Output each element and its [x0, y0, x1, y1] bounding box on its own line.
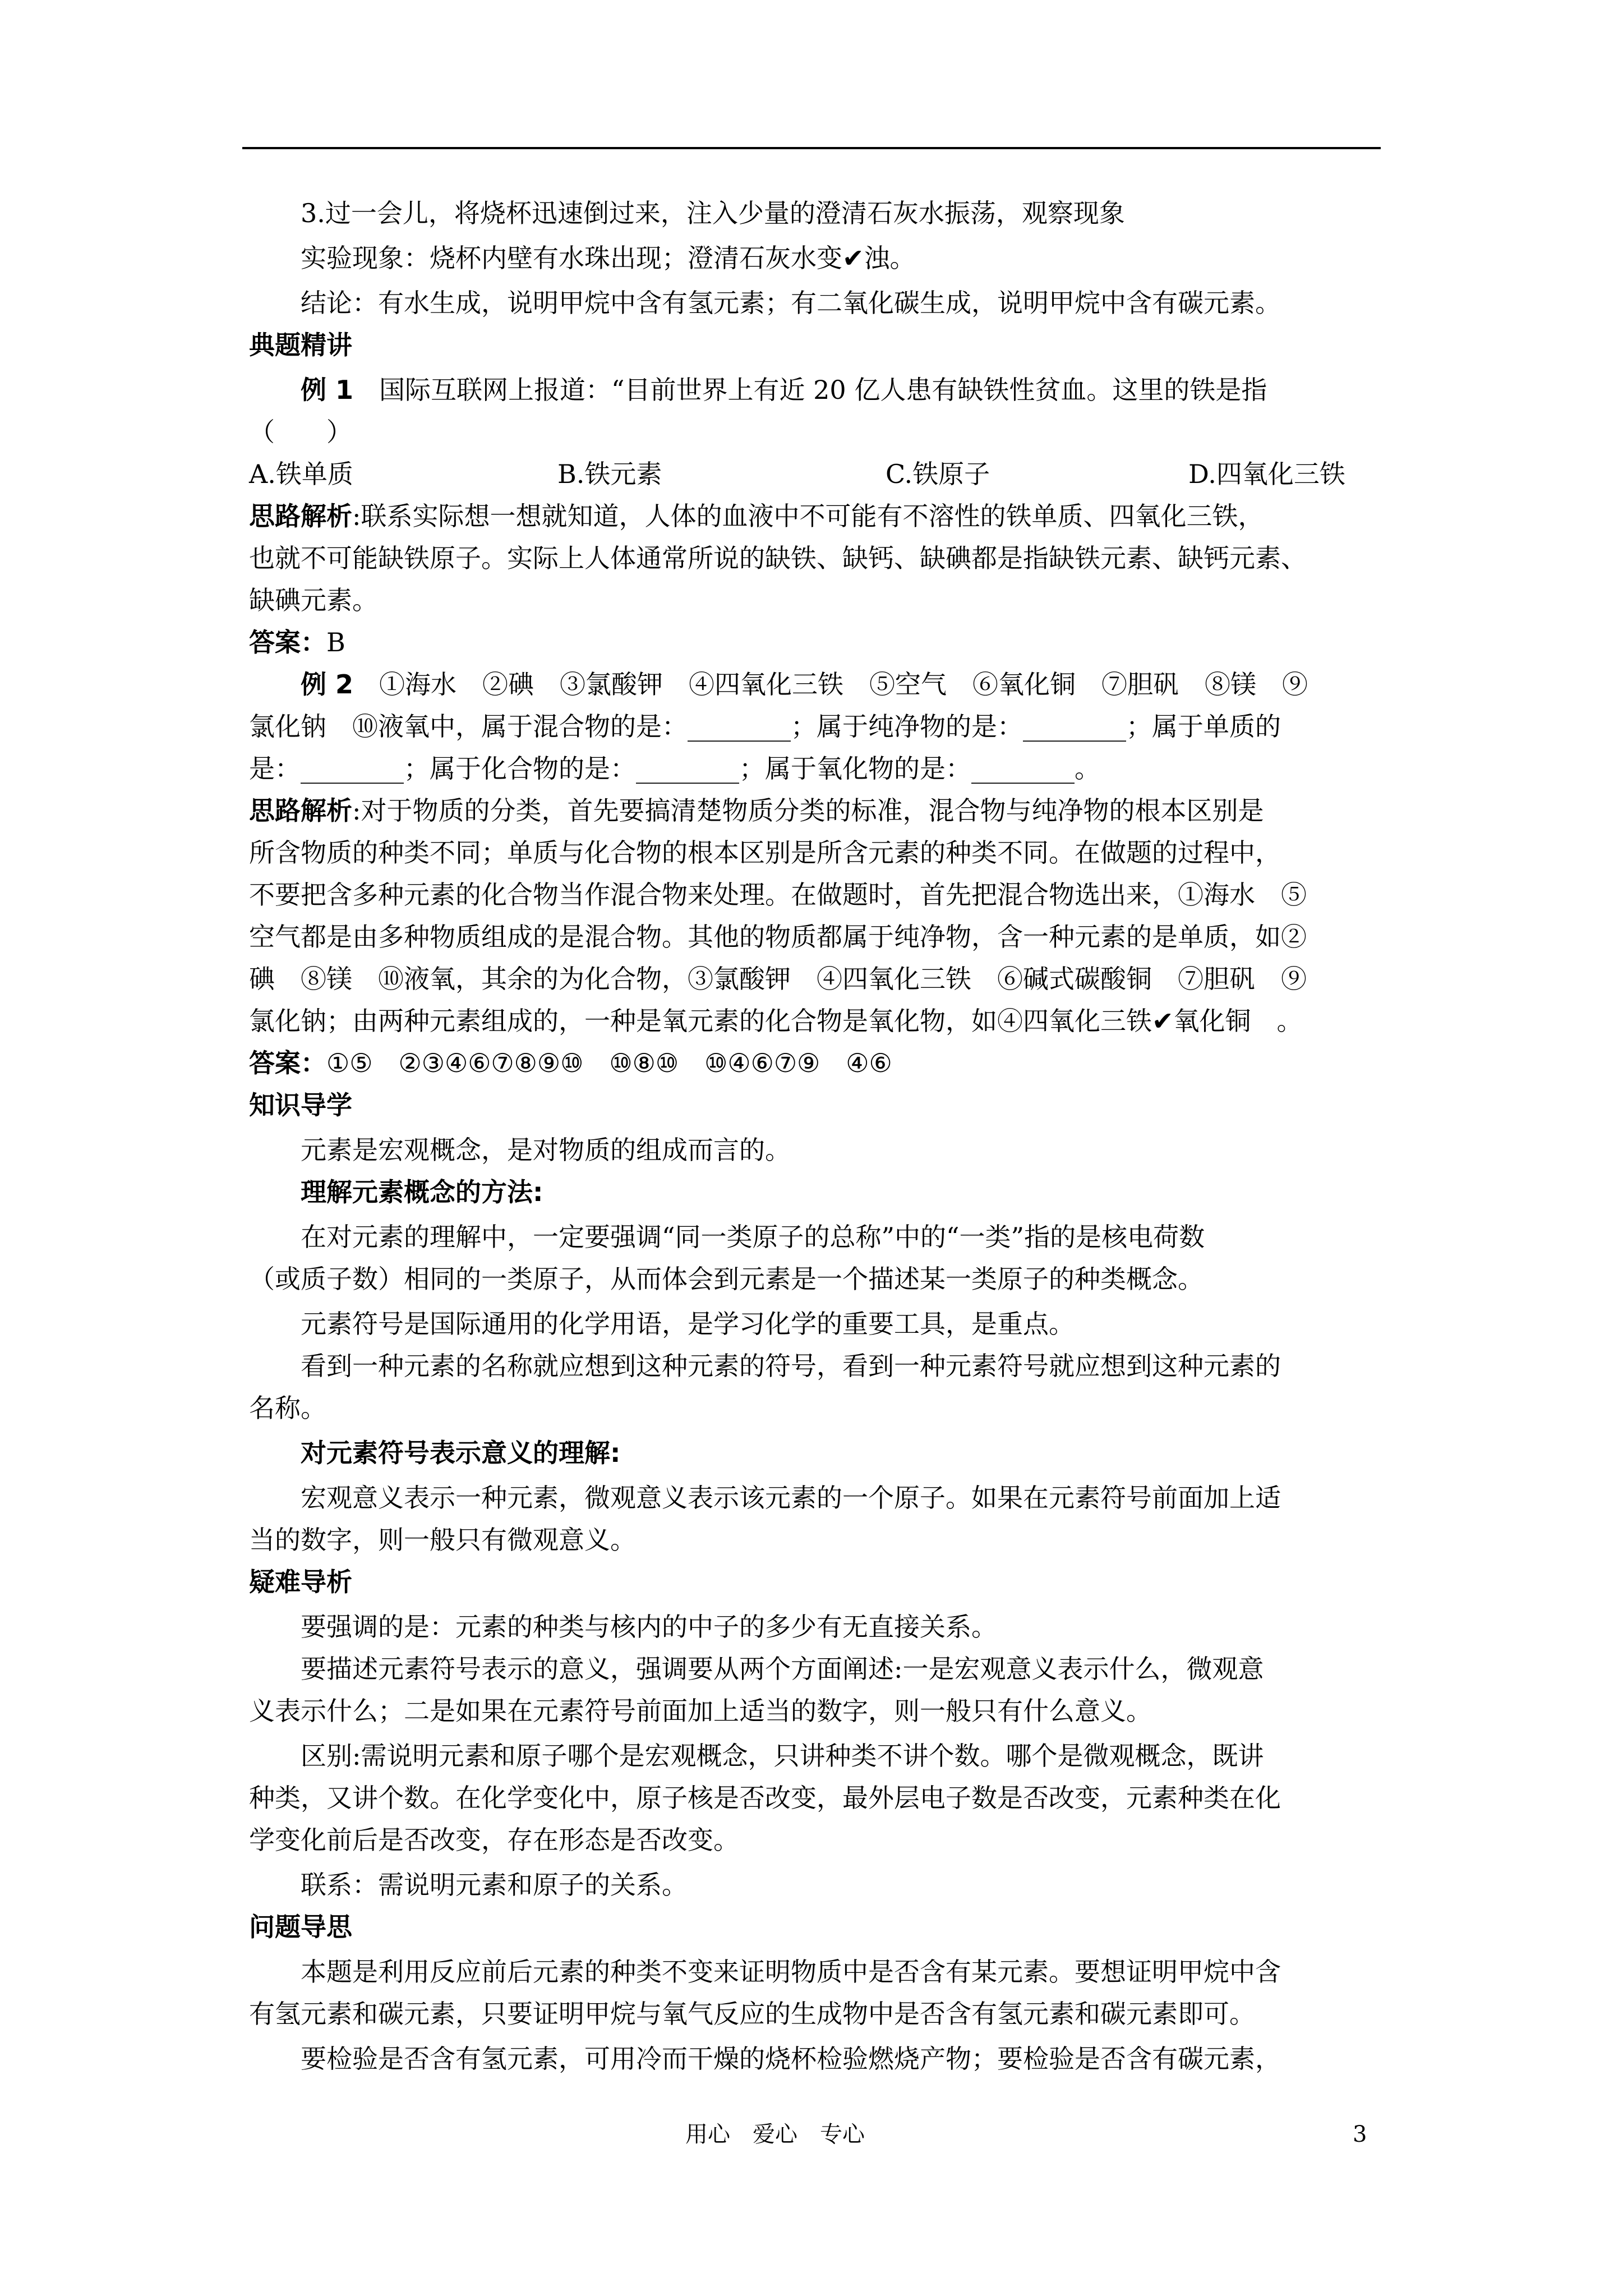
paragraph-line: （或质子数）相同的一类原子，从而体会到元素是一个描述某一类原子的种类概念。: [249, 1264, 1204, 1294]
text-run: :对于物质的分类，首先要搞清楚物质分类的标准，混合物与纯净物的根本区别是: [352, 795, 1264, 826]
answer-label: 答案：: [249, 627, 326, 657]
page-number: 3: [1353, 2122, 1367, 2147]
paragraph-line: 空气都是由多种物质组成的是混合物。其他的物质都属于纯净物，含一种元素的是单质，如②: [249, 922, 1307, 952]
options-row: [249, 452, 1381, 496]
answer-value: B: [326, 627, 345, 657]
paragraph-line: [301, 236, 1381, 280]
paragraph-line: 要检验是否含有氢元素，可用冷而干燥的烧杯检验燃烧产物；要检验是否含有碳元素，: [301, 2044, 1281, 2074]
answer-label: 答案：: [249, 1048, 326, 1078]
header-rule: [242, 147, 1381, 149]
check-mark-icon: ✔: [1152, 1006, 1174, 1036]
paragraph-line: 联系：需说明元素和原子的关系。: [301, 1870, 688, 1900]
paragraph-line: 元素符号是国际通用的化学用语，是学习化学的重要工具，是重点。: [301, 1309, 1075, 1339]
paragraph-line: 缺碘元素。: [249, 585, 378, 615]
section-heading: 知识导学: [249, 1090, 352, 1120]
option-c: C.铁原子: [886, 459, 990, 489]
paragraph-line: 义表示什么；二是如果在元素符号前面加上适当的数字，则一般只有什么意义。: [249, 1696, 1152, 1726]
section-heading: 典题精讲: [249, 330, 352, 360]
text-run: 实验现象：烧杯内壁有水珠出现；澄清石灰水变: [301, 243, 842, 273]
paragraph-line: 种类，又讲个数。在化学变化中，原子核是否改变，最外层电子数是否改变，元素种类在化: [249, 1783, 1281, 1813]
example-label: 例 2: [301, 669, 354, 700]
analysis-label: 思路解析: [249, 795, 352, 826]
text-run: 氯化钠；由两种元素组成的，一种是氧元素的化合物是氧化物，如④四氧化三铁: [249, 1006, 1152, 1036]
paragraph-line: 当的数字，则一般只有微观意义。: [249, 1525, 636, 1555]
paragraph-line: 所含物质的种类不同；单质与化合物的根本区别是所含元素的种类不同。在做题的过程中，: [249, 838, 1281, 868]
paragraph-line: 不要把含多种元素的化合物当作混合物来处理。在做题时，首先把混合物选出来，①海水 ⑤: [249, 880, 1307, 910]
paragraph-line: 要强调的是：元素的种类与核内的中子的多少有无直接关系。: [301, 1612, 997, 1642]
paragraph-line: 要描述元素符号表示的意义，强调要从两个方面阐述:一是宏观意义表示什么，微观意: [301, 1654, 1264, 1684]
text-run: 国际互联网上报道：“目前世界上有近 20 亿人患有缺铁性贫血。这里的铁是指: [379, 375, 1267, 405]
paragraph-line: 氯化钠 ⑩液氧中，属于混合物的是：________；属于纯净物的是：________；属于单质的: [249, 711, 1281, 742]
paragraph-line: 在对元素的理解中，一定要强调“同一类原子的总称”中的“一类”指的是核电荷数: [301, 1222, 1205, 1252]
sub-heading: 理解元素概念的方法:: [301, 1177, 543, 1207]
paragraph-line: 区别:需说明元素和原子哪个是宏观概念，只讲种类不讲个数。哪个是微观概念，既讲: [301, 1741, 1264, 1771]
paragraph-line: 也就不可能缺铁原子。实际上人体通常所说的缺铁、缺钙、缺碘都是指缺铁元素、缺钙元素、: [249, 543, 1307, 573]
analysis-line: [249, 788, 1381, 833]
paragraph-line: 学变化前后是否改变，存在形态是否改变。: [249, 1825, 739, 1855]
answer-line: [249, 1041, 1381, 1085]
sub-heading: 对元素符号表示意义的理解:: [301, 1438, 621, 1468]
paragraph-line: [249, 999, 1381, 1043]
paragraph-line: （ ）: [249, 417, 352, 447]
text-run: :联系实际想一想就知道，人体的血液中不可能有不溶性的铁单质、四氧化三铁，: [352, 501, 1264, 531]
analysis-label: 思路解析: [249, 501, 352, 531]
paragraph-line: 名称。: [249, 1393, 326, 1423]
paragraph-line: 本题是利用反应前后元素的种类不变来证明物质中是否含有某元素。要想证明甲烷中含: [301, 1957, 1281, 1987]
text-run: 浊。: [864, 243, 916, 273]
example-label: 例 1: [301, 375, 354, 405]
example-line: [301, 662, 1381, 707]
paragraph-line: 是：________；属于化合物的是：________；属于氧化物的是：________。: [249, 753, 1100, 784]
text-run: ①海水 ②碘 ③氯酸钾 ④四氧化三铁 ⑤空气 ⑥氧化铜 ⑦胆矾 ⑧镁 ⑨: [379, 669, 1308, 700]
section-heading: 问题导思: [249, 1912, 352, 1942]
paragraph-line: 看到一种元素的名称就应想到这种元素的符号，看到一种元素符号就应想到这种元素的: [301, 1351, 1281, 1381]
paragraph-line: 碘 ⑧镁 ⑩液氧，其余的为化合物，③氯酸钾 ④四氧化三铁 ⑥碱式碳酸铜 ⑦胆矾 ⑨: [249, 964, 1307, 994]
analysis-line: [249, 494, 1381, 539]
answer-line: [249, 620, 1381, 665]
paragraph-line: 结论：有水生成，说明甲烷中含有氢元素；有二氧化碳生成，说明甲烷中含有碳元素。: [301, 288, 1281, 318]
option-a: A.铁单质: [249, 459, 353, 489]
option-b: B.铁元素: [557, 459, 662, 489]
check-mark-icon: ✔: [842, 243, 864, 273]
answer-value: ①⑤ ②③④⑥⑦⑧⑨⑩ ⑩⑧⑩ ⑩④⑥⑦⑨ ④⑥: [326, 1048, 892, 1078]
paragraph-line: 3.过一会儿，将烧杯迅速倒过来，注入少量的澄清石灰水振荡，观察现象: [301, 198, 1125, 228]
section-heading: 疑难导析: [249, 1567, 352, 1597]
paragraph-line: 元素是宏观概念，是对物质的组成而言的。: [301, 1135, 791, 1165]
text-run: 氧化铜 。: [1173, 1006, 1303, 1036]
paragraph-line: 有氢元素和碳元素，只要证明甲烷与氧气反应的生成物中是否含有氢元素和碳元素即可。: [249, 1999, 1255, 2029]
footer-slogan: 用心 爱心 专心: [685, 2122, 865, 2147]
paragraph-line: 宏观意义表示一种元素，微观意义表示该元素的一个原子。如果在元素符号前面加上适: [301, 1483, 1281, 1513]
option-d: D.四氧化三铁: [1188, 459, 1345, 489]
example-line: [301, 367, 1381, 412]
